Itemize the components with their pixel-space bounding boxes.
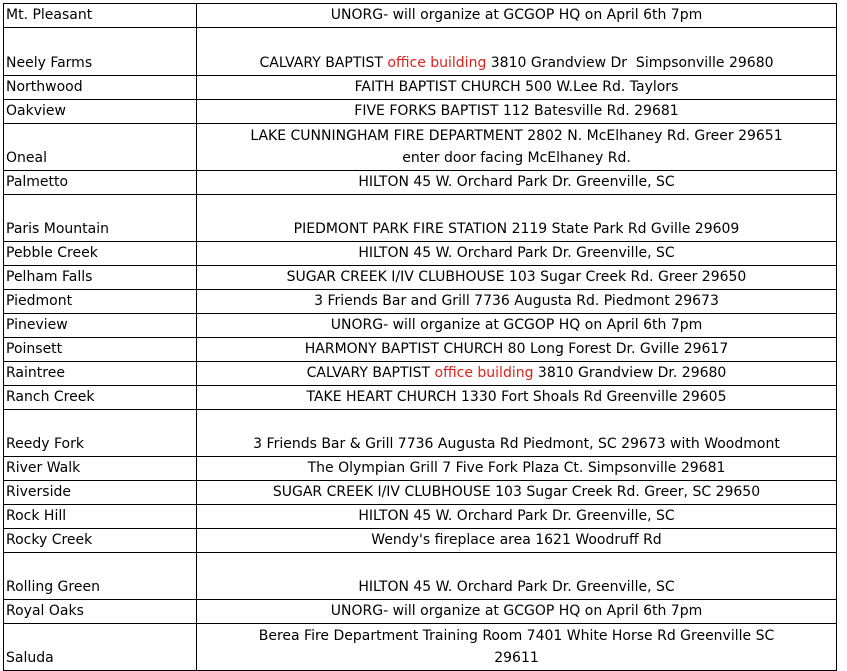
location-cell: PIEDMONT PARK FIRE STATION 2119 State Park Rd Gville 29609 (197, 195, 837, 242)
location-cell: HILTON 45 W. Orchard Park Dr. Greenville, SC (197, 242, 837, 266)
precinct-cell: Pebble Creek (4, 242, 197, 266)
highlighted-location-text: office building (387, 55, 487, 71)
precinct-cell: Piedmont (4, 290, 197, 314)
precinct-cell: Rock Hill (4, 505, 197, 529)
precinct-cell: Oneal (4, 124, 197, 171)
precinct-cell: Mt. Pleasant (4, 4, 197, 28)
table-row (4, 76, 837, 100)
location-cell: HILTON 45 W. Orchard Park Dr. Greenville, SC (197, 553, 837, 600)
table-row (4, 505, 837, 529)
location-text: CALVARY BAPTIST (259, 55, 388, 71)
table-row (4, 553, 837, 600)
precinct-cell: Poinsett (4, 338, 197, 362)
location-cell: HILTON 45 W. Orchard Park Dr. Greenville, SC (197, 505, 837, 529)
table-row (4, 624, 837, 671)
location-cell: The Olympian Grill 7 Five Fork Plaza Ct. Simpsonville 29681 (197, 457, 837, 481)
table-row (4, 195, 837, 242)
table-row (4, 529, 837, 553)
location-cell (197, 362, 837, 386)
table-row (4, 457, 837, 481)
precinct-cell: Raintree (4, 362, 197, 386)
precinct-cell: Royal Oaks (4, 600, 197, 624)
location-line-2: enter door facing McElhaney Rd. (402, 150, 631, 166)
precinct-cell: Rolling Green (4, 553, 197, 600)
location-cell: 3 Friends Bar & Grill 7736 Augusta Rd Piedmont, SC 29673 with Woodmont (197, 410, 837, 457)
precinct-cell: Rocky Creek (4, 529, 197, 553)
location-cell: UNORG- will organize at GCGOP HQ on April 6th 7pm (197, 600, 837, 624)
precinct-cell: Paris Mountain (4, 195, 197, 242)
table-row (4, 600, 837, 624)
location-cell: HILTON 45 W. Orchard Park Dr. Greenville, SC (197, 171, 837, 195)
location-cell (197, 624, 837, 671)
table-row (4, 124, 837, 171)
table-row (4, 362, 837, 386)
location-cell: TAKE HEART CHURCH 1330 Fort Shoals Rd Greenville 29605 (197, 386, 837, 410)
precinct-location-table (3, 3, 837, 671)
precinct-cell: Neely Farms (4, 28, 197, 76)
table-row (4, 266, 837, 290)
location-cell: HARMONY BAPTIST CHURCH 80 Long Forest Dr. Gville 29617 (197, 338, 837, 362)
location-line-2: 29611 (494, 650, 539, 666)
location-text: 3810 Grandview Dr. 29680 (533, 365, 727, 381)
location-text: CALVARY BAPTIST (306, 365, 435, 381)
location-cell: SUGAR CREEK I/IV CLUBHOUSE 103 Sugar Creek Rd. Greer, SC 29650 (197, 481, 837, 505)
highlighted-location-text: office building (434, 365, 534, 381)
precinct-cell: Saluda (4, 624, 197, 671)
location-cell (197, 124, 837, 171)
table-row (4, 481, 837, 505)
location-cell: FAITH BAPTIST CHURCH 500 W.Lee Rd. Taylors (197, 76, 837, 100)
table-row (4, 28, 837, 76)
table-row (4, 386, 837, 410)
precinct-cell: Ranch Creek (4, 386, 197, 410)
precinct-cell: Palmetto (4, 171, 197, 195)
table-row (4, 410, 837, 457)
location-text: 3810 Grandview Dr Simpsonville 29680 (486, 55, 774, 71)
table-row (4, 242, 837, 266)
table-row (4, 338, 837, 362)
location-cell: FIVE FORKS BAPTIST 112 Batesville Rd. 29681 (197, 100, 837, 124)
precinct-cell: Northwood (4, 76, 197, 100)
precinct-cell: Pelham Falls (4, 266, 197, 290)
precinct-cell: Pineview (4, 314, 197, 338)
table-row (4, 290, 837, 314)
table-row (4, 100, 837, 124)
table-row (4, 314, 837, 338)
table-row (4, 4, 837, 28)
precinct-cell: River Walk (4, 457, 197, 481)
location-line-1: Berea Fire Department Training Room 7401 White Horse Rd Greenville SC (258, 628, 775, 644)
location-cell: UNORG- will organize at GCGOP HQ on April 6th 7pm (197, 314, 837, 338)
location-cell: Wendy's fireplace area 1621 Woodruff Rd (197, 529, 837, 553)
location-cell (197, 28, 837, 76)
table-row (4, 171, 837, 195)
location-cell: UNORG- will organize at GCGOP HQ on April 6th 7pm (197, 4, 837, 28)
precinct-cell: Riverside (4, 481, 197, 505)
location-line-1: LAKE CUNNINGHAM FIRE DEPARTMENT 2802 N. McElhaney Rd. Greer 29651 (250, 128, 783, 144)
location-cell: SUGAR CREEK I/IV CLUBHOUSE 103 Sugar Creek Rd. Greer 29650 (197, 266, 837, 290)
precinct-cell: Oakview (4, 100, 197, 124)
location-cell: 3 Friends Bar and Grill 7736 Augusta Rd. Piedmont 29673 (197, 290, 837, 314)
precinct-cell: Reedy Fork (4, 410, 197, 457)
